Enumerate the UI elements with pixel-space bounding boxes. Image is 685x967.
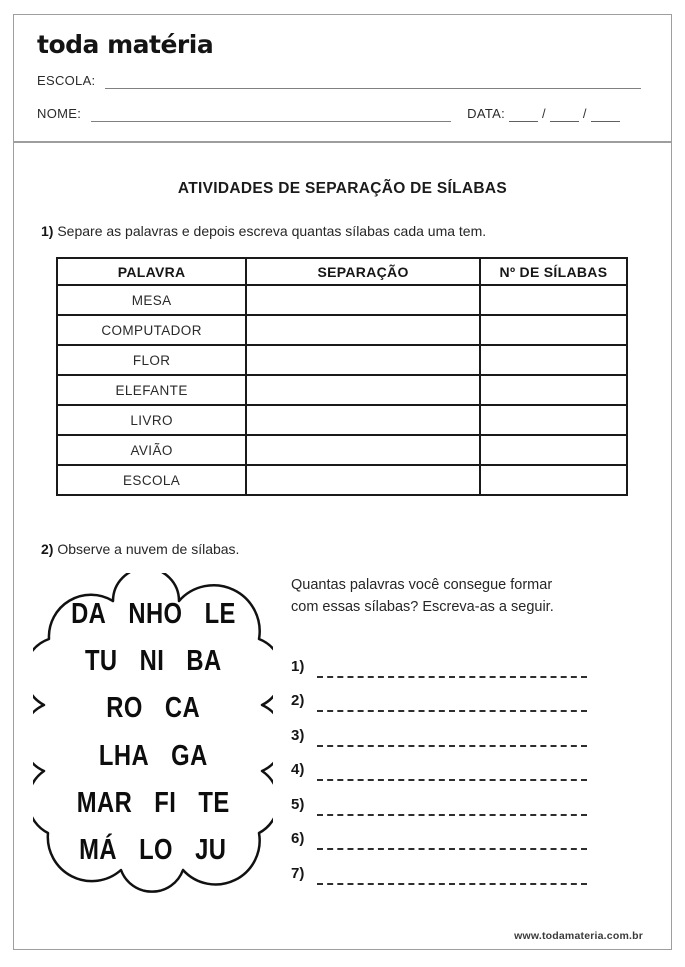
answer-line bbox=[291, 850, 587, 885]
exercise2-question-block bbox=[291, 573, 651, 896]
syllable: TU bbox=[84, 645, 118, 678]
page-frame bbox=[13, 14, 672, 950]
silabas-blank-cell[interactable] bbox=[480, 435, 627, 465]
answer-write-line[interactable] bbox=[317, 840, 587, 850]
word-cell: AVIÃO bbox=[57, 435, 246, 465]
nome-input-line[interactable] bbox=[91, 108, 451, 122]
date-slash: / bbox=[582, 106, 587, 121]
silabas-blank-cell[interactable] bbox=[480, 345, 627, 375]
question-line: com essas sílabas? Escreva-as a seguir. bbox=[291, 598, 554, 615]
table-row bbox=[57, 405, 627, 435]
date-slash: / bbox=[541, 106, 546, 121]
syllable: NI bbox=[139, 645, 164, 678]
nome-label: NOME: bbox=[37, 106, 82, 121]
silabas-blank-cell[interactable] bbox=[480, 285, 627, 315]
word-cell: FLOR bbox=[57, 345, 246, 375]
content-section bbox=[14, 180, 671, 896]
silabas-blank-cell[interactable] bbox=[480, 465, 627, 495]
syllable: DA bbox=[70, 598, 106, 630]
silabas-blank-cell[interactable] bbox=[480, 375, 627, 405]
cloud-row bbox=[106, 692, 200, 725]
date-day-line[interactable] bbox=[509, 108, 538, 122]
answer-write-line[interactable] bbox=[317, 702, 587, 712]
syllable: MÁ bbox=[79, 833, 118, 866]
answer-write-line[interactable] bbox=[317, 806, 587, 816]
word-cell: COMPUTADOR bbox=[57, 315, 246, 345]
syllable: CA bbox=[164, 692, 200, 725]
answer-number: 5) bbox=[291, 795, 305, 813]
column-header-separacao: SEPARAÇÃO bbox=[246, 258, 480, 285]
separacao-blank-cell[interactable] bbox=[246, 375, 480, 405]
answer-number: 4) bbox=[291, 761, 305, 778]
syllable: JU bbox=[195, 833, 227, 866]
table-header-row bbox=[57, 258, 627, 285]
answer-line bbox=[291, 678, 587, 713]
separacao-blank-cell[interactable] bbox=[246, 435, 480, 465]
table-row bbox=[57, 465, 627, 495]
answer-list bbox=[291, 643, 587, 885]
separacao-blank-cell[interactable] bbox=[246, 405, 480, 435]
page-title: ATIVIDADES DE SEPARAÇÃO DE SÍLABAS bbox=[177, 180, 508, 197]
cloud-row bbox=[85, 645, 222, 678]
syllable: TE bbox=[198, 786, 230, 819]
answer-line bbox=[291, 816, 587, 851]
column-header-silabas: Nº DE SÍLABAS bbox=[480, 258, 627, 285]
syllable: FI bbox=[154, 786, 177, 819]
table-row bbox=[57, 435, 627, 465]
exercise1-text: Separe as palavras e depois escreva quantas sílabas cada uma tem. bbox=[57, 223, 487, 239]
answer-number: 6) bbox=[291, 830, 305, 847]
exercise1-number: 1) bbox=[41, 223, 54, 239]
answer-line bbox=[291, 747, 587, 782]
escola-input-line[interactable] bbox=[105, 75, 641, 89]
separacao-blank-cell[interactable] bbox=[246, 315, 480, 345]
date-year-line[interactable] bbox=[591, 108, 620, 122]
answer-number: 1) bbox=[291, 657, 305, 675]
answer-write-line[interactable] bbox=[317, 668, 587, 678]
logo: toda matéria bbox=[37, 30, 214, 59]
answer-number: 3) bbox=[291, 726, 305, 744]
word-cell: ELEFANTE bbox=[57, 375, 246, 405]
separacao-blank-cell[interactable] bbox=[246, 465, 480, 495]
answer-write-line[interactable] bbox=[317, 737, 587, 747]
answer-line bbox=[291, 712, 587, 747]
question-text bbox=[291, 575, 651, 618]
word-cell: LIVRO bbox=[57, 405, 246, 435]
cloud-row bbox=[77, 787, 230, 820]
footer-url: www.todamateria.com.br bbox=[514, 930, 643, 942]
table-row bbox=[57, 345, 627, 375]
answer-line bbox=[291, 781, 587, 816]
nome-field-row bbox=[37, 106, 641, 122]
answer-number: 2) bbox=[291, 692, 305, 709]
syllable-cloud bbox=[33, 573, 273, 896]
silabas-blank-cell[interactable] bbox=[480, 315, 627, 345]
column-header-palavra: PALAVRA bbox=[57, 258, 246, 285]
table-row bbox=[57, 315, 627, 345]
table-row bbox=[57, 285, 627, 315]
escola-label: ESCOLA: bbox=[37, 73, 96, 88]
syllable: LHA bbox=[98, 739, 149, 772]
exercise1-instruction bbox=[41, 223, 641, 239]
exercise2-text: Observe a nuvem de sílabas. bbox=[57, 541, 240, 557]
separacao-blank-cell[interactable] bbox=[246, 345, 480, 375]
exercise2-instruction bbox=[41, 541, 641, 557]
answer-number: 7) bbox=[291, 864, 305, 882]
escola-field-row bbox=[37, 73, 641, 89]
syllable: MAR bbox=[76, 786, 132, 819]
syllable: RO bbox=[106, 692, 143, 725]
table-row bbox=[57, 375, 627, 405]
date-month-line[interactable] bbox=[550, 108, 579, 122]
answer-write-line[interactable] bbox=[317, 875, 587, 885]
syllable: NHO bbox=[127, 598, 183, 630]
separacao-blank-cell[interactable] bbox=[246, 285, 480, 315]
silabas-blank-cell[interactable] bbox=[480, 405, 627, 435]
syllable: GA bbox=[170, 739, 208, 772]
header-section bbox=[14, 15, 671, 143]
exercise2-body bbox=[33, 573, 671, 896]
syllable-table bbox=[56, 257, 628, 496]
cloud-row bbox=[79, 834, 226, 867]
cloud-row bbox=[71, 598, 236, 631]
word-cell: MESA bbox=[57, 285, 246, 315]
question-line: Quantas palavras você consegue formar bbox=[291, 577, 553, 593]
syllable: LO bbox=[139, 833, 174, 866]
word-cell: ESCOLA bbox=[57, 465, 246, 495]
cloud-syllables bbox=[55, 598, 251, 867]
cloud-row bbox=[99, 740, 208, 773]
answer-line bbox=[291, 643, 587, 678]
exercise2-number: 2) bbox=[41, 541, 54, 557]
syllable: BA bbox=[186, 645, 222, 678]
answer-write-line[interactable] bbox=[317, 771, 587, 781]
data-label: DATA: bbox=[467, 106, 505, 121]
syllable: LE bbox=[204, 598, 236, 630]
